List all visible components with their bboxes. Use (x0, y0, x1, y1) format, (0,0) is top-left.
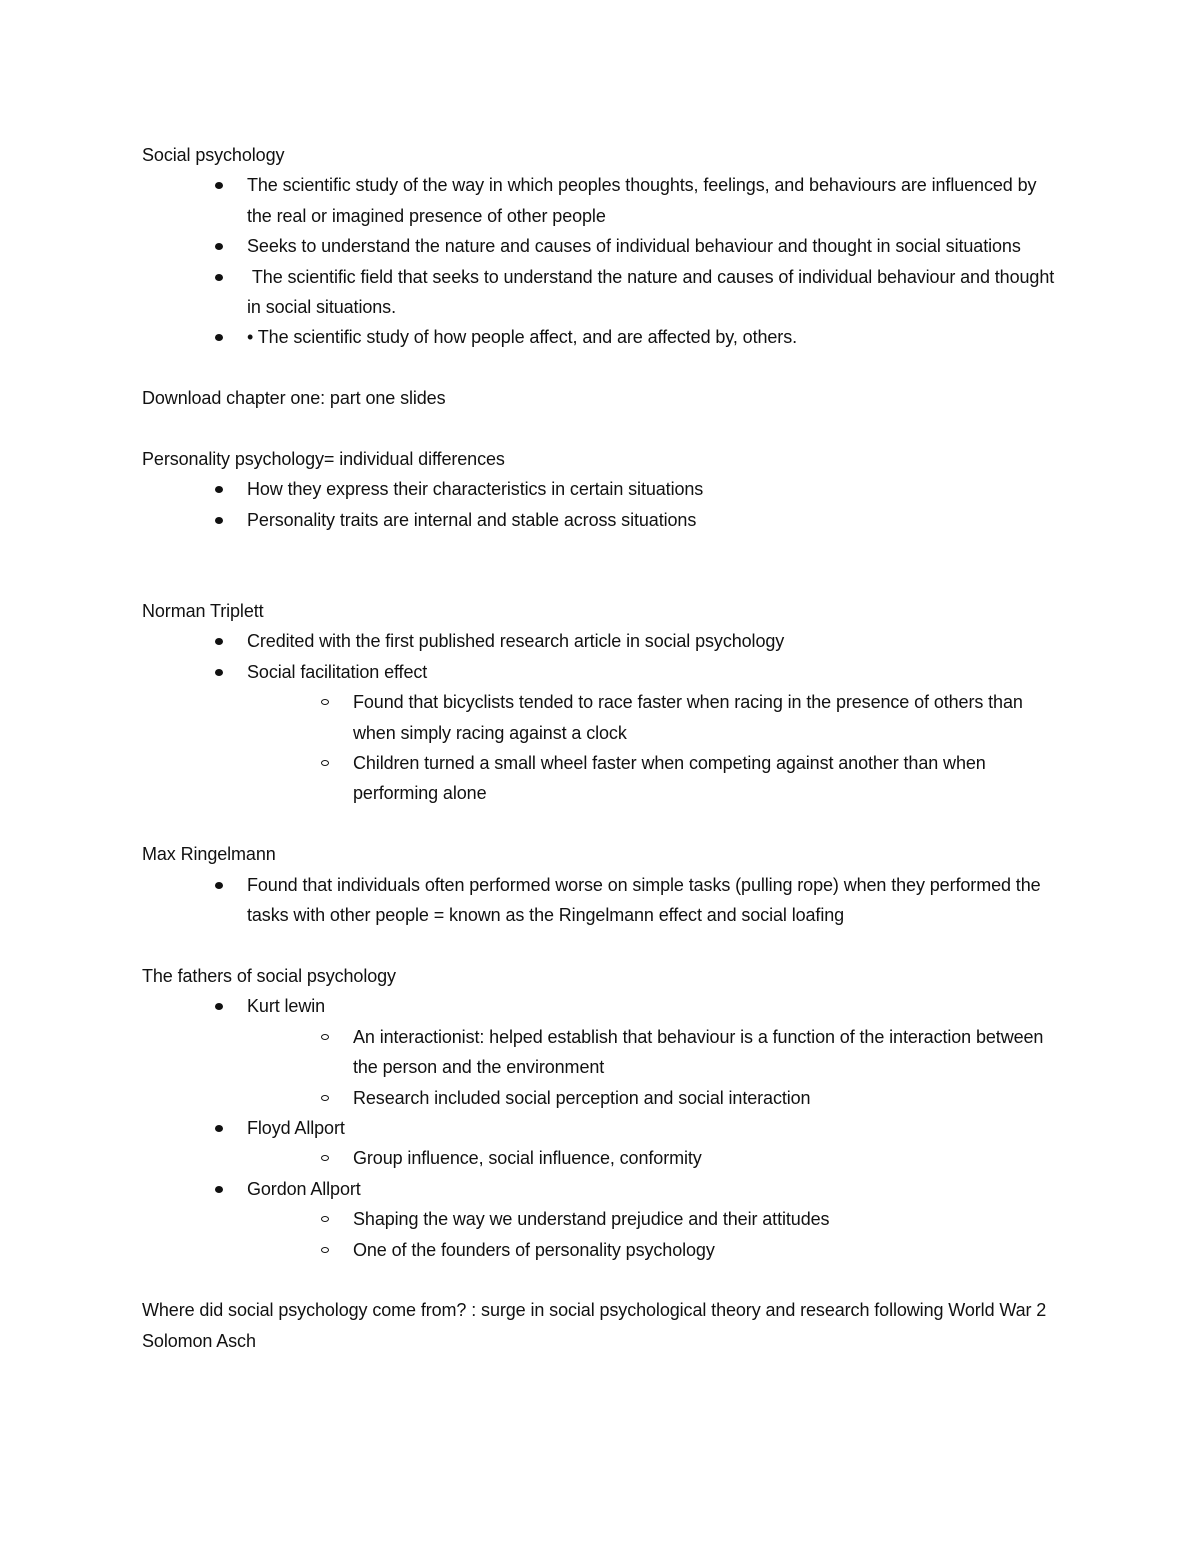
bullet-dot-icon (215, 243, 223, 250)
sub-list-item: Shaping the way we understand prejudice and their attitudes (142, 1204, 1062, 1234)
bullet-dot-icon (215, 486, 223, 493)
list-norman-triplett (142, 626, 1062, 808)
bullet-circle-icon (321, 1247, 329, 1253)
list-personality-psychology (142, 474, 1062, 535)
bullet-circle-icon (321, 760, 329, 766)
bullet-dot-icon (215, 334, 223, 341)
heading-social-psychology: Social psychology (142, 145, 285, 165)
list-item: The scientific field that seeks to understand the nature and causes of individual behaviour and thought in social situations. (142, 262, 1062, 323)
heading-personality-psychology: Personality psychology= individual differences (142, 449, 505, 470)
bullet-circle-icon (321, 1095, 329, 1101)
list-item: Seeks to understand the nature and causes of individual behaviour and thought in social situations (142, 231, 1062, 261)
paragraph-origin-social-psychology: Where did social psychology come from? : surge in social psychological theory and research following World War 2 (142, 1300, 1047, 1321)
sub-list-item: An interactionist: helped establish that behaviour is a function of the interaction between the person and the environment (142, 1022, 1062, 1083)
document-body (142, 140, 1062, 1356)
sub-list-item: One of the founders of personality psychology (142, 1235, 1062, 1265)
list-item: • The scientific study of how people affect, and are affected by, others. (142, 322, 1062, 352)
sub-list-item: Research included social perception and social interaction (142, 1083, 1062, 1113)
list-item: Found that individuals often performed worse on simple tasks (pulling rope) when they performed the tasks with other people = known as the Ringelmann effect and social loafing (142, 870, 1062, 931)
heading-fathers-social-psychology: The fathers of social psychology (142, 965, 396, 986)
bullet-dot-icon (215, 882, 223, 889)
list-item: Credited with the first published research article in social psychology (142, 626, 1062, 656)
bullet-dot-icon (215, 638, 223, 645)
bullet-circle-icon (321, 1216, 329, 1222)
bullet-dot-icon (215, 669, 223, 676)
list-item: Floyd Allport (142, 1113, 1062, 1143)
list-item: The scientific study of the way in which peoples thoughts, feelings, and behaviours are influenced by the real or imagined presence of other people (142, 170, 1062, 231)
list-max-ringelmann (142, 870, 1062, 931)
bullet-circle-icon (321, 699, 329, 705)
bullet-circle-icon (321, 1155, 329, 1161)
list-item: Kurt lewin (142, 991, 1062, 1021)
bullet-dot-icon (215, 517, 223, 524)
bullet-dot-icon (215, 1003, 223, 1010)
heading-solomon-asch: Solomon Asch (142, 1330, 256, 1351)
bullet-dot-icon (215, 1186, 223, 1193)
sub-list-item: Found that bicyclists tended to race faster when racing in the presence of others than when simply racing against a clock (142, 687, 1062, 748)
bullet-dot-icon (215, 274, 223, 281)
sub-list-item: Group influence, social influence, conformity (142, 1143, 1062, 1173)
list-fathers-social-psychology (142, 991, 1062, 1265)
heading-norman-triplett: Norman Triplett (142, 601, 264, 622)
bullet-dot-icon (215, 182, 223, 189)
heading-max-ringelmann: Max Ringelmann (142, 844, 276, 865)
list-item: How they express their characteristics in certain situations (142, 474, 1062, 504)
list-item: Gordon Allport (142, 1174, 1062, 1204)
sub-list-item: Children turned a small wheel faster when competing against another than when performing alone (142, 748, 1062, 809)
list-item: Personality traits are internal and stable across situations (142, 505, 1062, 535)
bullet-dot-icon (215, 1125, 223, 1132)
heading-download-slides: Download chapter one: part one slides (142, 388, 446, 409)
list-social-psychology (142, 170, 1062, 352)
list-item: Social facilitation effect (142, 657, 1062, 687)
bullet-circle-icon (321, 1034, 329, 1040)
